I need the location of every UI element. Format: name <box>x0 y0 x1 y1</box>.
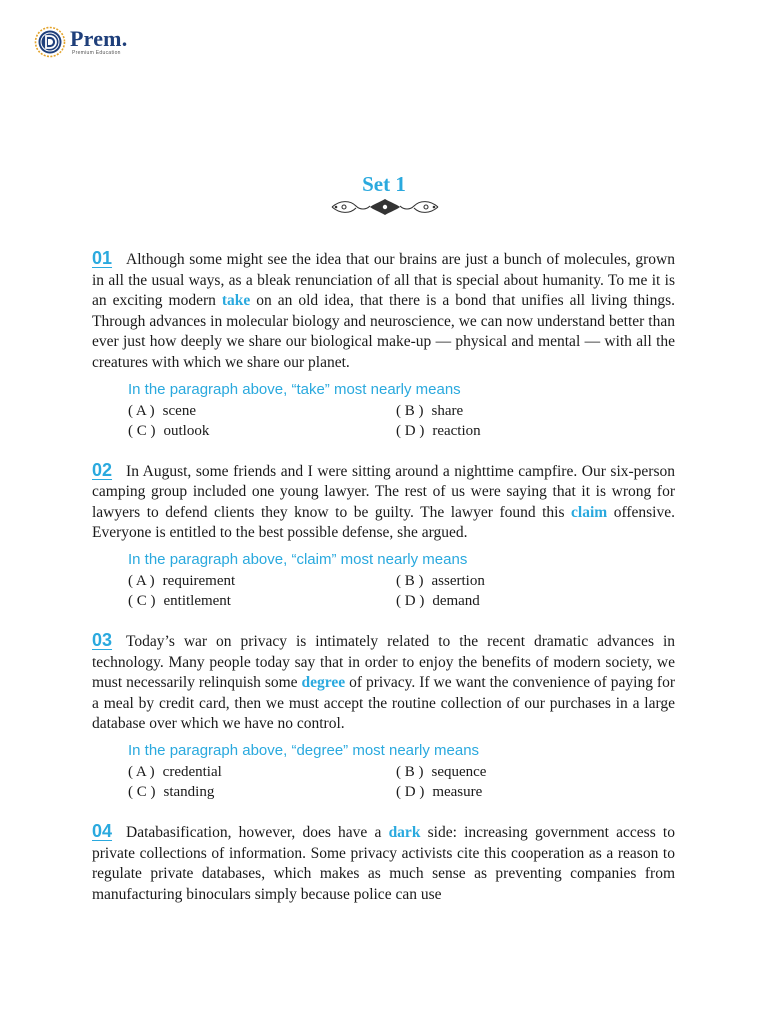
question-number: 03 <box>92 629 113 650</box>
brand-logo <box>34 26 127 58</box>
question-01 <box>92 248 675 442</box>
option-c[interactable]: ( C ) standing <box>128 784 215 801</box>
highlighted-word: claim <box>571 503 608 521</box>
option-b[interactable]: ( B ) share <box>396 402 464 419</box>
question-number: 04 <box>92 820 113 841</box>
option-a[interactable]: ( A ) requirement <box>128 572 236 589</box>
option-a[interactable]: ( A ) credential <box>128 763 222 780</box>
page-title: Set 1 <box>362 172 406 196</box>
option-d[interactable]: ( D ) demand <box>396 593 480 610</box>
question-02 <box>92 460 675 612</box>
logo-name: Prem. <box>70 26 128 51</box>
option-d[interactable]: ( D ) reaction <box>396 423 481 440</box>
logo-subtitle: Premium Education <box>72 50 121 56</box>
question-prompt: In the paragraph above, “claim” most nearly means <box>128 550 468 568</box>
question-list <box>92 248 675 923</box>
question-paragraph: 01 Although some might see the idea that our brains are just a bunch of molecules, grown in all the usual ways, as a bleak renunciation of all that is special about humanity. To me it is an exciting modern take on an old idea, that there is a bond that unifies all living things. Through advances in molecular biology and neuroscience, we can now understand better than ever just how deeply we share our biological make-up — physical and mental — with all the creatures with which we share our planet. <box>92 248 675 371</box>
highlighted-word: degree <box>301 674 346 692</box>
question-prompt: In the paragraph above, “degree” most nearly means <box>128 741 480 759</box>
question-04 <box>92 821 675 905</box>
question-number: 02 <box>92 459 113 480</box>
highlighted-word: dark <box>388 823 421 841</box>
answer-options <box>128 401 675 442</box>
question-prompt: In the paragraph above, “take” most nearly means <box>128 380 461 398</box>
highlighted-word: take <box>221 292 251 310</box>
question-03 <box>92 630 675 803</box>
option-c[interactable]: ( C ) entitlement <box>128 593 231 610</box>
question-paragraph: 03 Today’s war on privacy is intimately related to the recent dramatic advances in technology. Many people today say that in order to enjoy the benefits of modern society, we must necessarily relinquish some degree of privacy. If we want the convenience of paying for a meal by credit card, then we must accept the routine collection of our purchases in a large database over which we have no control. <box>92 629 675 733</box>
option-a[interactable]: ( A ) scene <box>128 402 196 419</box>
question-number: 01 <box>92 248 113 268</box>
option-b[interactable]: ( B ) sequence <box>396 763 487 780</box>
ornament-divider-icon <box>330 196 440 218</box>
question-paragraph: 02 In August, some friends and I were sitting around a nighttime campfire. Our six-person camping group included one young lawyer. The rest of us were saying that it is wrong for lawyers to defend clients they know to be guilty. The lawyer found this claim offensive. Everyone is entitled to the best possible defense, she argued. <box>92 459 675 542</box>
option-c[interactable]: ( C ) outlook <box>128 423 210 440</box>
option-d[interactable]: ( D ) measure <box>396 784 483 801</box>
question-paragraph: 04 Databasification, however, does have a dark side: increasing government access to private collections of information. Some privacy activists cite this cooperation as a reason to regulate private databases, which makes as much sense as preventing companies from manufacturing binoculars simply because police can use <box>92 820 675 903</box>
answer-options <box>128 571 675 612</box>
answer-options <box>128 762 675 803</box>
logo-emblem-icon <box>34 26 66 58</box>
option-b[interactable]: ( B ) assertion <box>396 572 485 589</box>
